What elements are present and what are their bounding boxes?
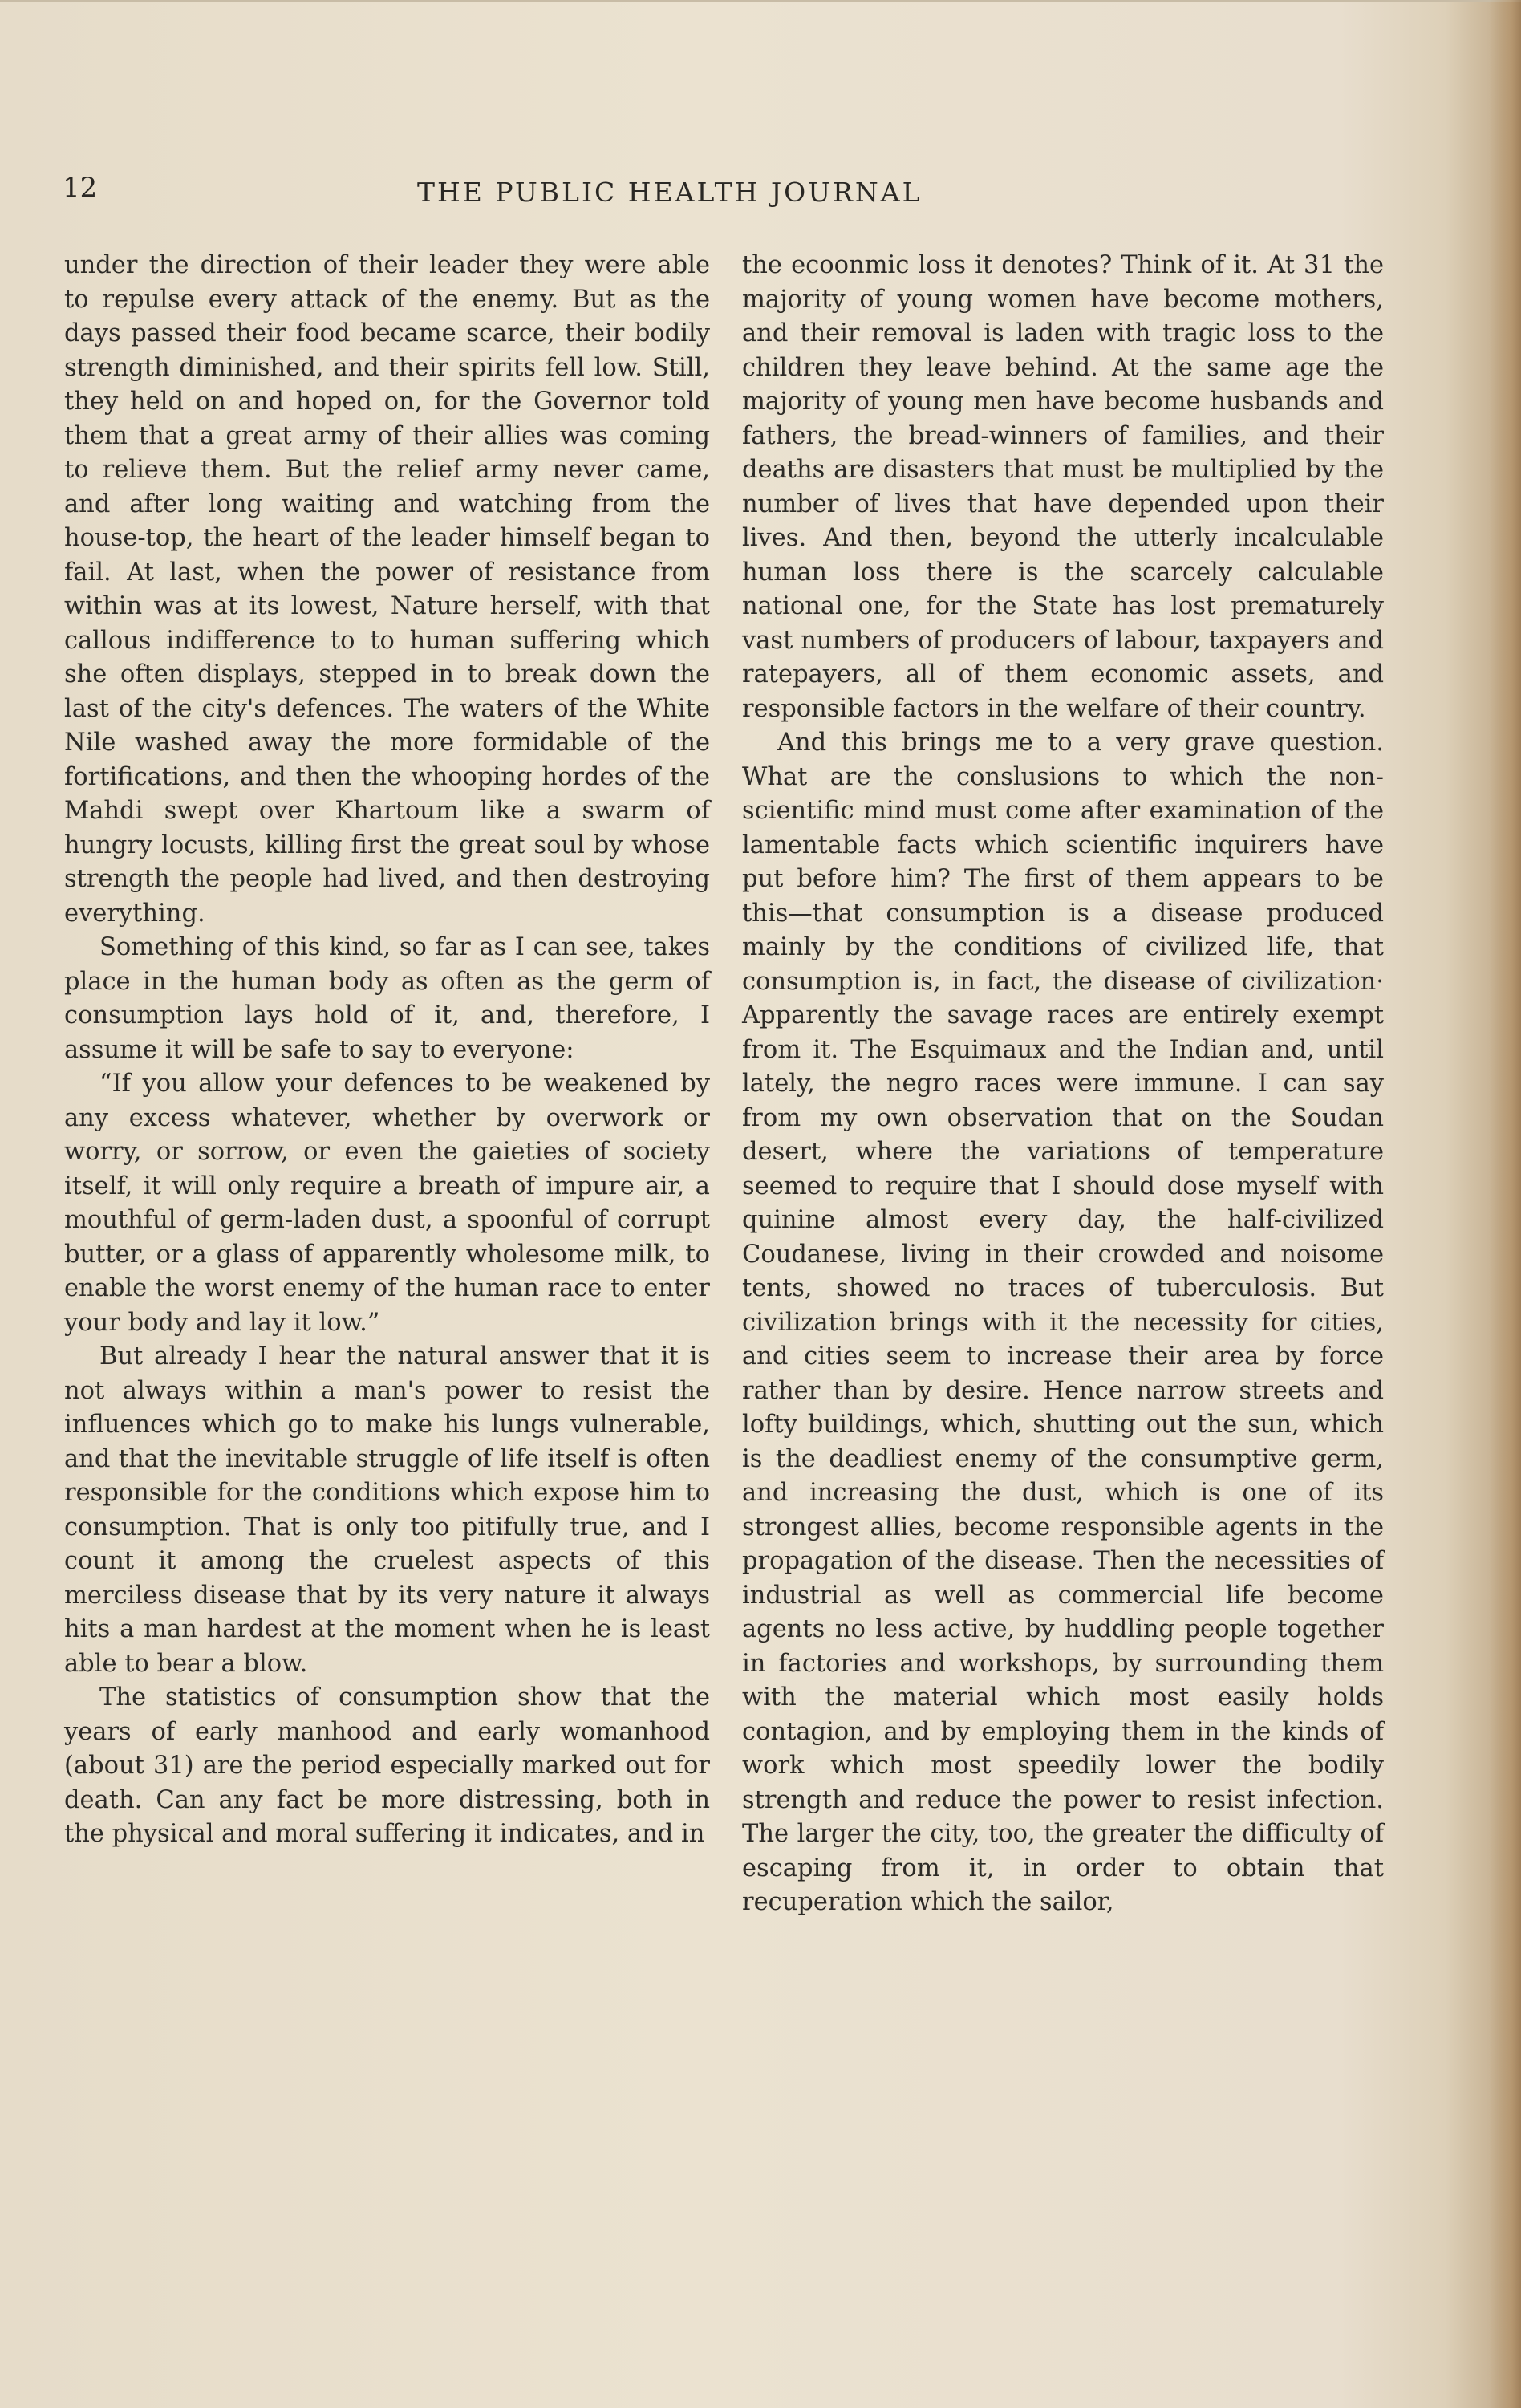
paragraph: The statistics of consumption show that the years of early manhood and early womanhood (about 31) are the period especially marked out for death. Can any fact be more distressing, both in the physical and moral suffering it indicates, and in [64,1683,710,1848]
page-top-edge [0,0,1521,2]
paragraph: And this brings me to a very grave question. What are the conslusions to which the non-scientific mind must come after examination of the lamentable facts which scientific inquirers have put before him? The first of them appears to be this—that consumption is a disease produced mainly by the conditions of civilized life, that consumption is, in fact, the disease of civilization· Apparently the savage races are entirely exempt from it. The Esquimaux and the Indian and, until lately, the negro races were immune. I can say from my own observation that on the Soudan desert, where the variations of temperature seemed to require that I should dose myself with quinine almost every day, the half-civilized Coudanese, living in their crowded and noisome tents, showed no traces of tuberculosis. But civilization brings with it the necessity for cities, and cities seem to increase their area by force rather than by desire. Hence narrow streets and lofty buildings, which, shutting out the sun, which is the deadliest enemy of the consumptive germ, and increasing the dust, which is one of its strongest allies, become responsible agents in the propagation of the disease. Then the necessities of industrial as well as commercial life become agents no less active, by huddling people together in factories and workshops, by surrounding them with the material which most easily holds contagion, and by employing them in the kinds of work which most speedily lower the bodily strength and reduce the power to resist infection. The larger the city, too, the greater the difficulty of escaping from it, in order to obtain that recuperation which the sailor, [742,729,1384,1916]
running-head: THE PUBLIC HEALTH JOURNAL [417,177,923,208]
page-binding-shadow [1489,0,1521,2408]
right-column [742,249,1384,1920]
paragraph: the ecoonmic loss it denotes? Think of it. At 31 the majority of young women have become mothers, and their removal is laden with tragic loss to the children they leave behind. At the same age the majority of young men have become husbands and fathers, the bread-winners of families, and their deaths are disasters that must be multiplied by the number of lives that have depended upon their lives. And then, beyond the utterly incalculable human loss there is the scarcely calculable national one, for the State has lost prematurely vast numbers of producers of labour, taxpayers and ratepayers, all of them economic assets, and responsible factors in the welfare of their country. [742,251,1384,723]
paragraph: Something of this kind, so far as I can see, takes place in the human body as often as the germ of consumption lays hold of it, and, therefore, I assume it will be safe to say to everyone: [64,933,710,1064]
quotation-paragraph: “If you allow your defences to be weakened by any excess whatever, whether by overwork or worry, or sorrow, or even the gaieties of society itself, it will only require a breath of impure air, a mouthful of germ-laden dust, a spoonful of corrupt butter, or a glass of apparently wholesome milk, to enable the worst enemy of the human race to enter your body and lay it low.” [64,1070,710,1337]
paragraph: under the direction of their leader they were able to repulse every attack of the enemy. But as the days passed their food became scarce, their bodily strength diminished, and their spirits fell low. Still, they held on and hoped on, for the Governor told them that a great army of their allies was coming to relieve them. But the relief army never came, and after long waiting and watching from the house-top, the heart of the leader himself began to fail. At last, when the power of resistance from within was at its lowest, Nature herself, with that callous indifference to to human suffering which she often displays, stepped in to break down the last of the city's defences. The waters of the White Nile washed away the more formidable of the fortifications, and then the whooping hordes of the Mahdi swept over Khartoum like a swarm of hungry locusts, killing first the great soul by whose strength the people had lived, and then destroying everything. [64,251,710,928]
left-column [64,249,710,1852]
page-number: 12 [63,172,98,204]
paragraph: But already I hear the natural answer that it is not always within a man's power to resist the influences which go to make his lungs vulnerable, and that the inevitable struggle of life itself is often responsible for the conditions which expose him to consumption. That is only too pitifully true, and I count it among the cruelest aspects of this merciless disease that by its very nature it always hits a man hardest at the moment when he is least able to bear a blow. [64,1342,710,1678]
